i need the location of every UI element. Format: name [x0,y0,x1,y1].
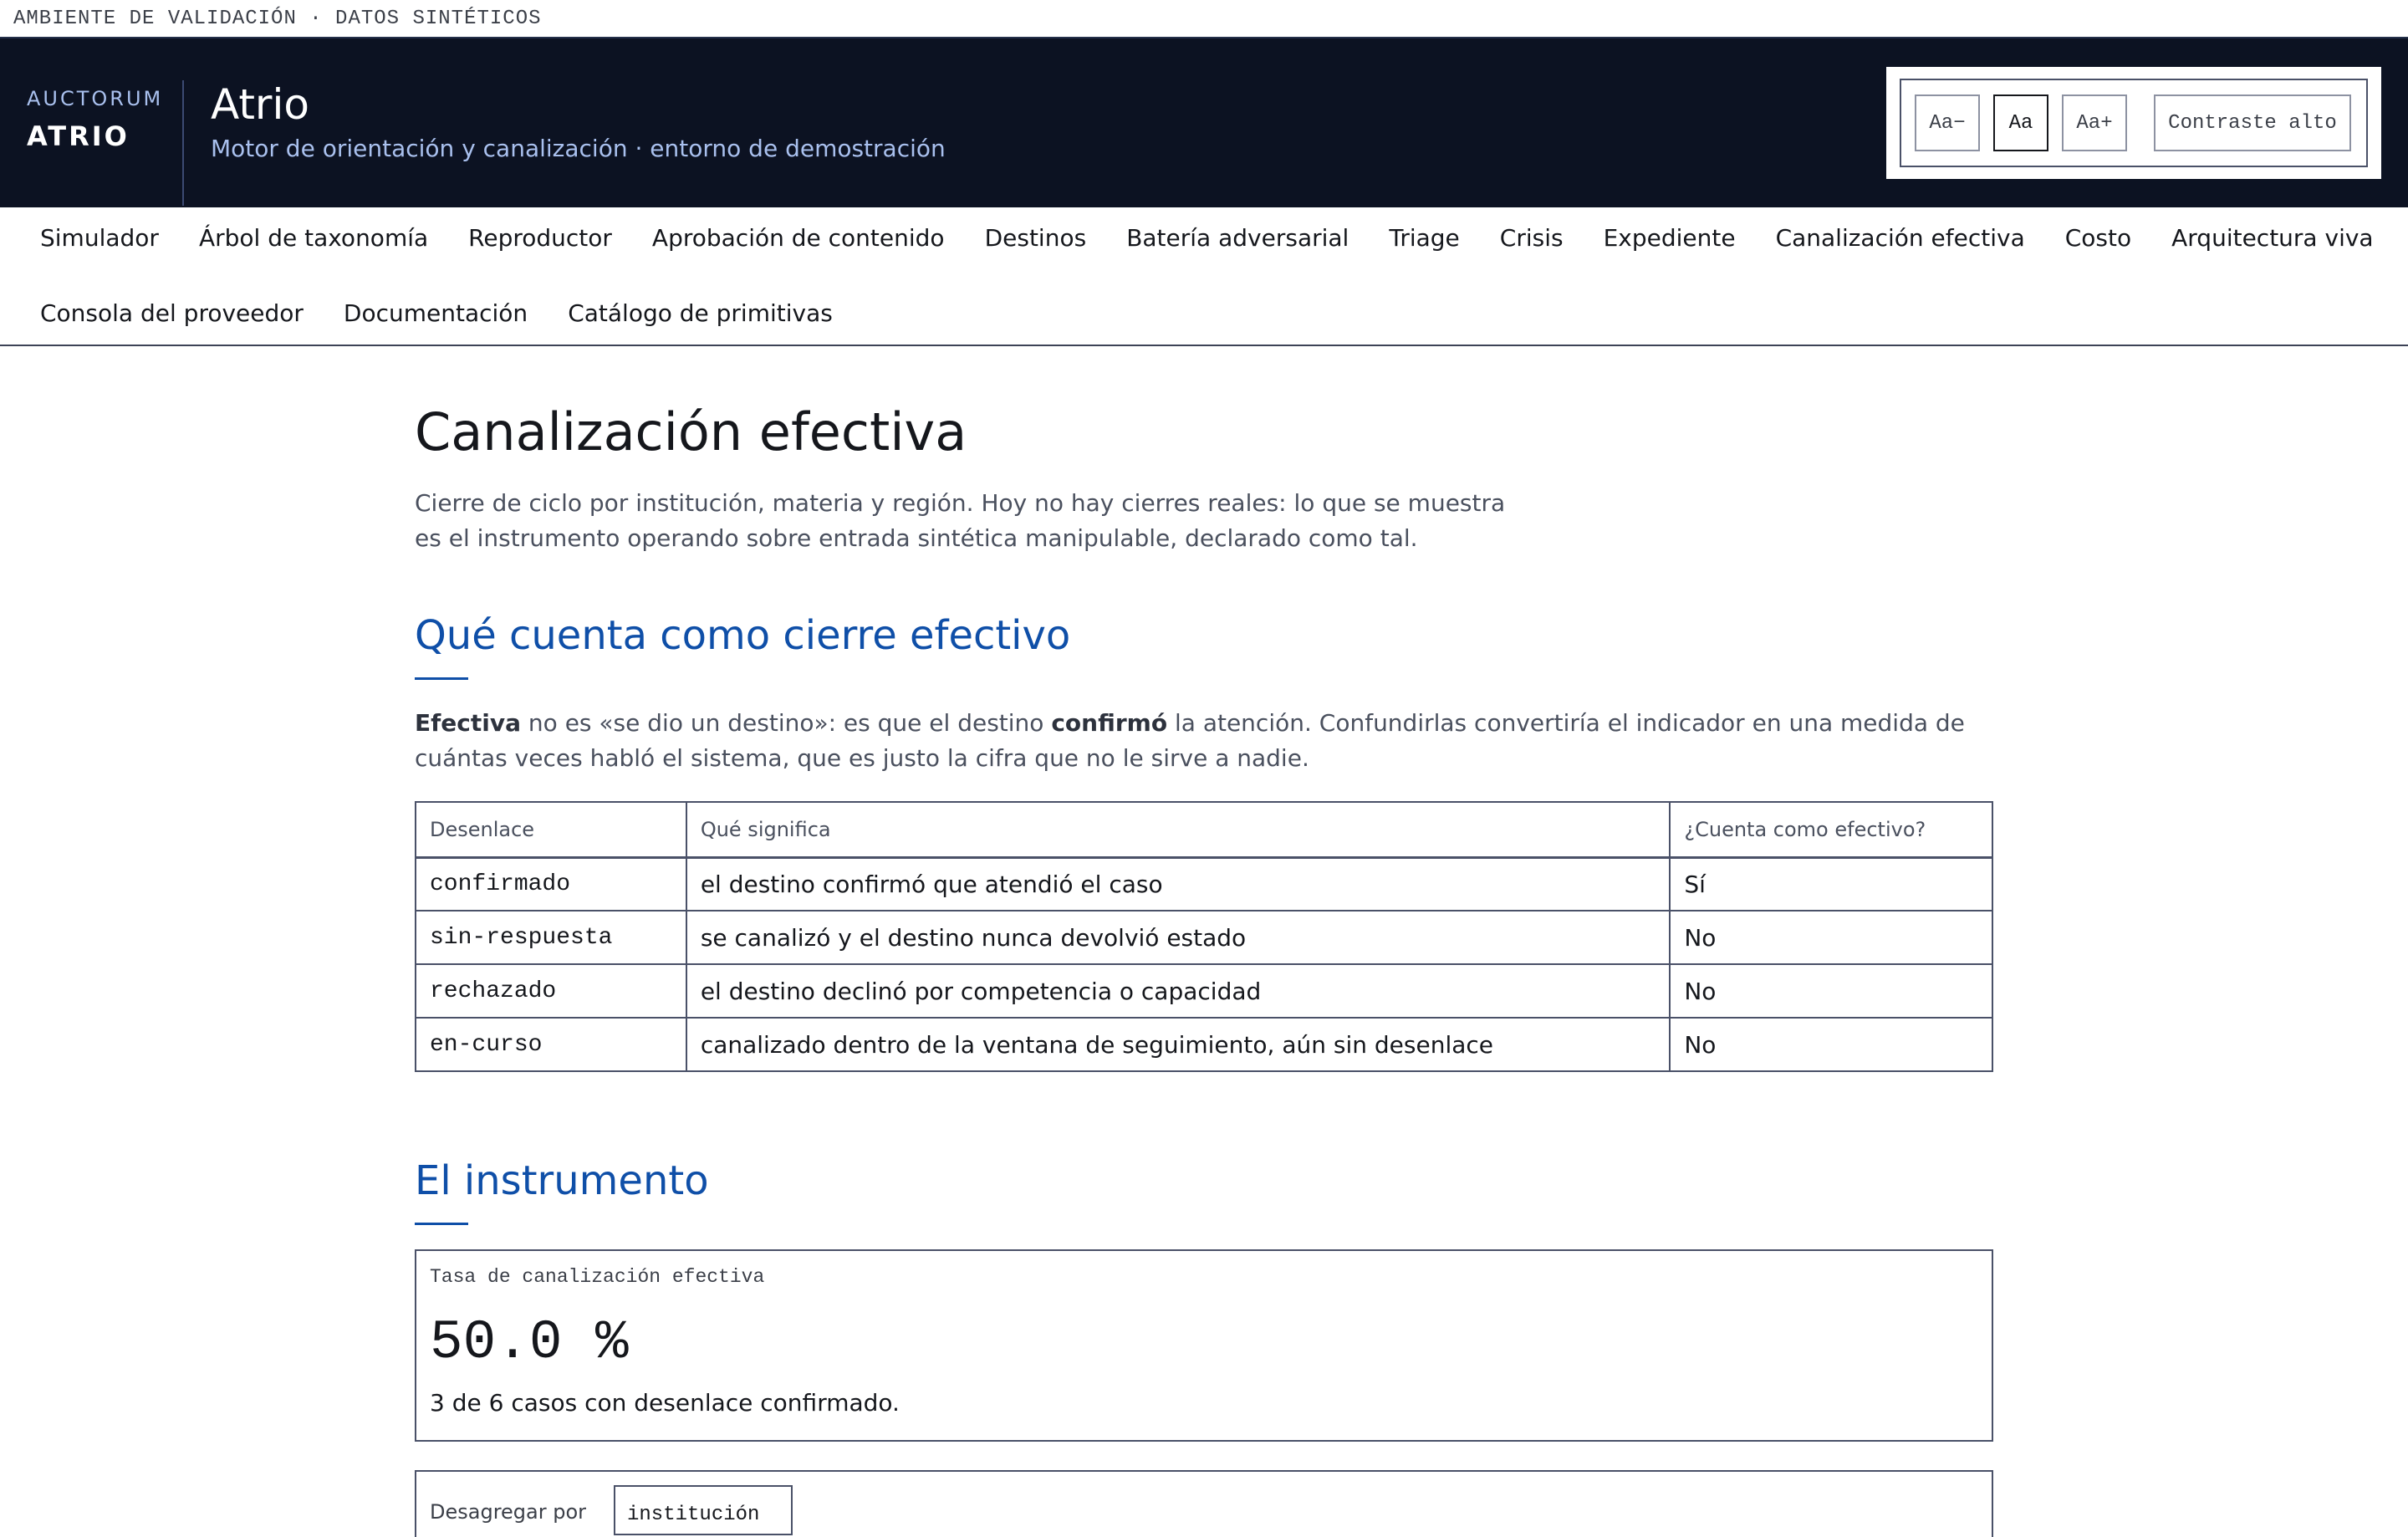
nav-link-catalogo-primitivas[interactable]: Catálogo de primitivas [568,299,833,327]
brand-divider [182,80,184,206]
main-content [415,401,1993,1526]
metric-note: 3 de 6 casos con desenlace confirmado. [430,1389,900,1417]
font-normal-button[interactable]: Aa [1993,94,2048,151]
heading-rule [415,1223,468,1225]
nav-link-simulador[interactable]: Simulador [40,224,159,252]
nav-link-crisis[interactable]: Crisis [1499,224,1564,252]
outcome-code: sin-respuesta [416,911,686,964]
font-decrease-button[interactable]: Aa− [1915,94,1980,151]
nav-link-arquitectura-viva[interactable]: Arquitectura viva [2171,224,2374,252]
outcome-meaning: el destino declinó por competencia o capacidad [686,964,1671,1018]
metric-card [415,1249,1993,1442]
breakdown-label: Desagregar por [430,1500,587,1524]
metric-value: 50.0 % [430,1311,629,1374]
definition-term-efectiva: Efectiva [415,709,522,737]
outcome-counts: Sí [1670,857,1992,911]
nav-row-1 [20,224,2394,252]
outcome-counts: No [1670,911,1992,964]
nav-link-reproductor[interactable]: Reproductor [468,224,612,252]
breakdown-select[interactable]: institución [614,1485,793,1535]
accessibility-controls [1900,79,2368,167]
brand-name: ATRIO [27,120,130,152]
outcome-meaning: se canalizó y el destino nunca devolvió estado [686,911,1671,964]
nav-link-arbol-taxonomia[interactable]: Árbol de taxonomía [198,224,429,252]
main-nav [0,207,2408,346]
definition-text-2: la atención. Confundirlas convertiría el indicador en una medida de cuántas veces habló el sistema, que es justo la cifra que no le sirve a nadie. [415,709,1965,772]
nav-row-2 [20,299,853,327]
table-header-row [416,802,1992,857]
heading-rule [415,677,468,680]
brand-org: AUCTORUM [27,87,164,110]
app-title: Atrio [211,80,309,129]
definition-section [415,612,1070,680]
outcome-code: rechazado [416,964,686,1018]
column-header-significado: Qué significa [686,802,1671,857]
table-row [416,857,1992,911]
outcome-meaning: el destino confirmó que atendió el caso [686,857,1671,911]
definition-heading: Qué cuenta como cierre efectivo [415,612,1071,659]
definition-text-1: no es «se dio un destino»: es que el destino [521,709,1052,737]
nav-link-bateria-adversarial[interactable]: Batería adversarial [1126,224,1349,252]
app-subtitle: Motor de orientación y canalización · entorno de demostración [211,135,946,162]
table-row [416,964,1992,1018]
outcome-code: en-curso [416,1018,686,1071]
instrument-section [415,1157,709,1225]
nav-link-expediente[interactable]: Expediente [1603,224,1736,252]
outcome-code: confirmado [416,857,686,911]
definition-term-confirmo: confirmó [1051,709,1168,737]
table-row [416,911,1992,964]
nav-link-documentacion[interactable]: Documentación [343,299,528,327]
metric-label: Tasa de canalización efectiva [430,1266,765,1288]
breakdown-filter-card [415,1470,1993,1537]
instrument-heading: El instrumento [415,1157,709,1204]
nav-link-destinos[interactable]: Destinos [984,224,1087,252]
masthead [0,38,2408,207]
page-lede: Cierre de ciclo por institución, materia y región. Hoy no hay cierres reales: lo que se muestra es el instrumento operando sobre entrada sintética manipulable, declarado como tal. [415,489,1506,552]
high-contrast-button[interactable]: Contraste alto [2154,94,2351,151]
nav-link-costo[interactable]: Costo [2064,224,2132,252]
table-row [416,1018,1992,1071]
page-title: Canalización efectiva [415,401,967,462]
outcomes-table [415,801,1993,1072]
nav-link-consola-proveedor[interactable]: Consola del proveedor [40,299,304,327]
outcome-meaning: canalizado dentro de la ventana de seguimiento, aún sin desenlace [686,1018,1671,1071]
brand-block [27,87,163,152]
column-header-desenlace: Desenlace [416,802,686,857]
nav-link-aprobacion-contenido[interactable]: Aprobación de contenido [651,224,945,252]
font-increase-button[interactable]: Aa+ [2062,94,2127,151]
outcome-counts: No [1670,1018,1992,1071]
definition-paragraph [415,706,1993,776]
nav-link-triage[interactable]: Triage [1389,224,1460,252]
outcome-counts: No [1670,964,1992,1018]
column-header-efectivo: ¿Cuenta como efectivo? [1670,802,1992,857]
accessibility-panel [1886,67,2381,179]
nav-link-canalizacion-efectiva[interactable]: Canalización efectiva [1775,224,2025,252]
environment-banner: AMBIENTE DE VALIDACIÓN · DATOS SINTÉTICOS [0,0,2408,38]
